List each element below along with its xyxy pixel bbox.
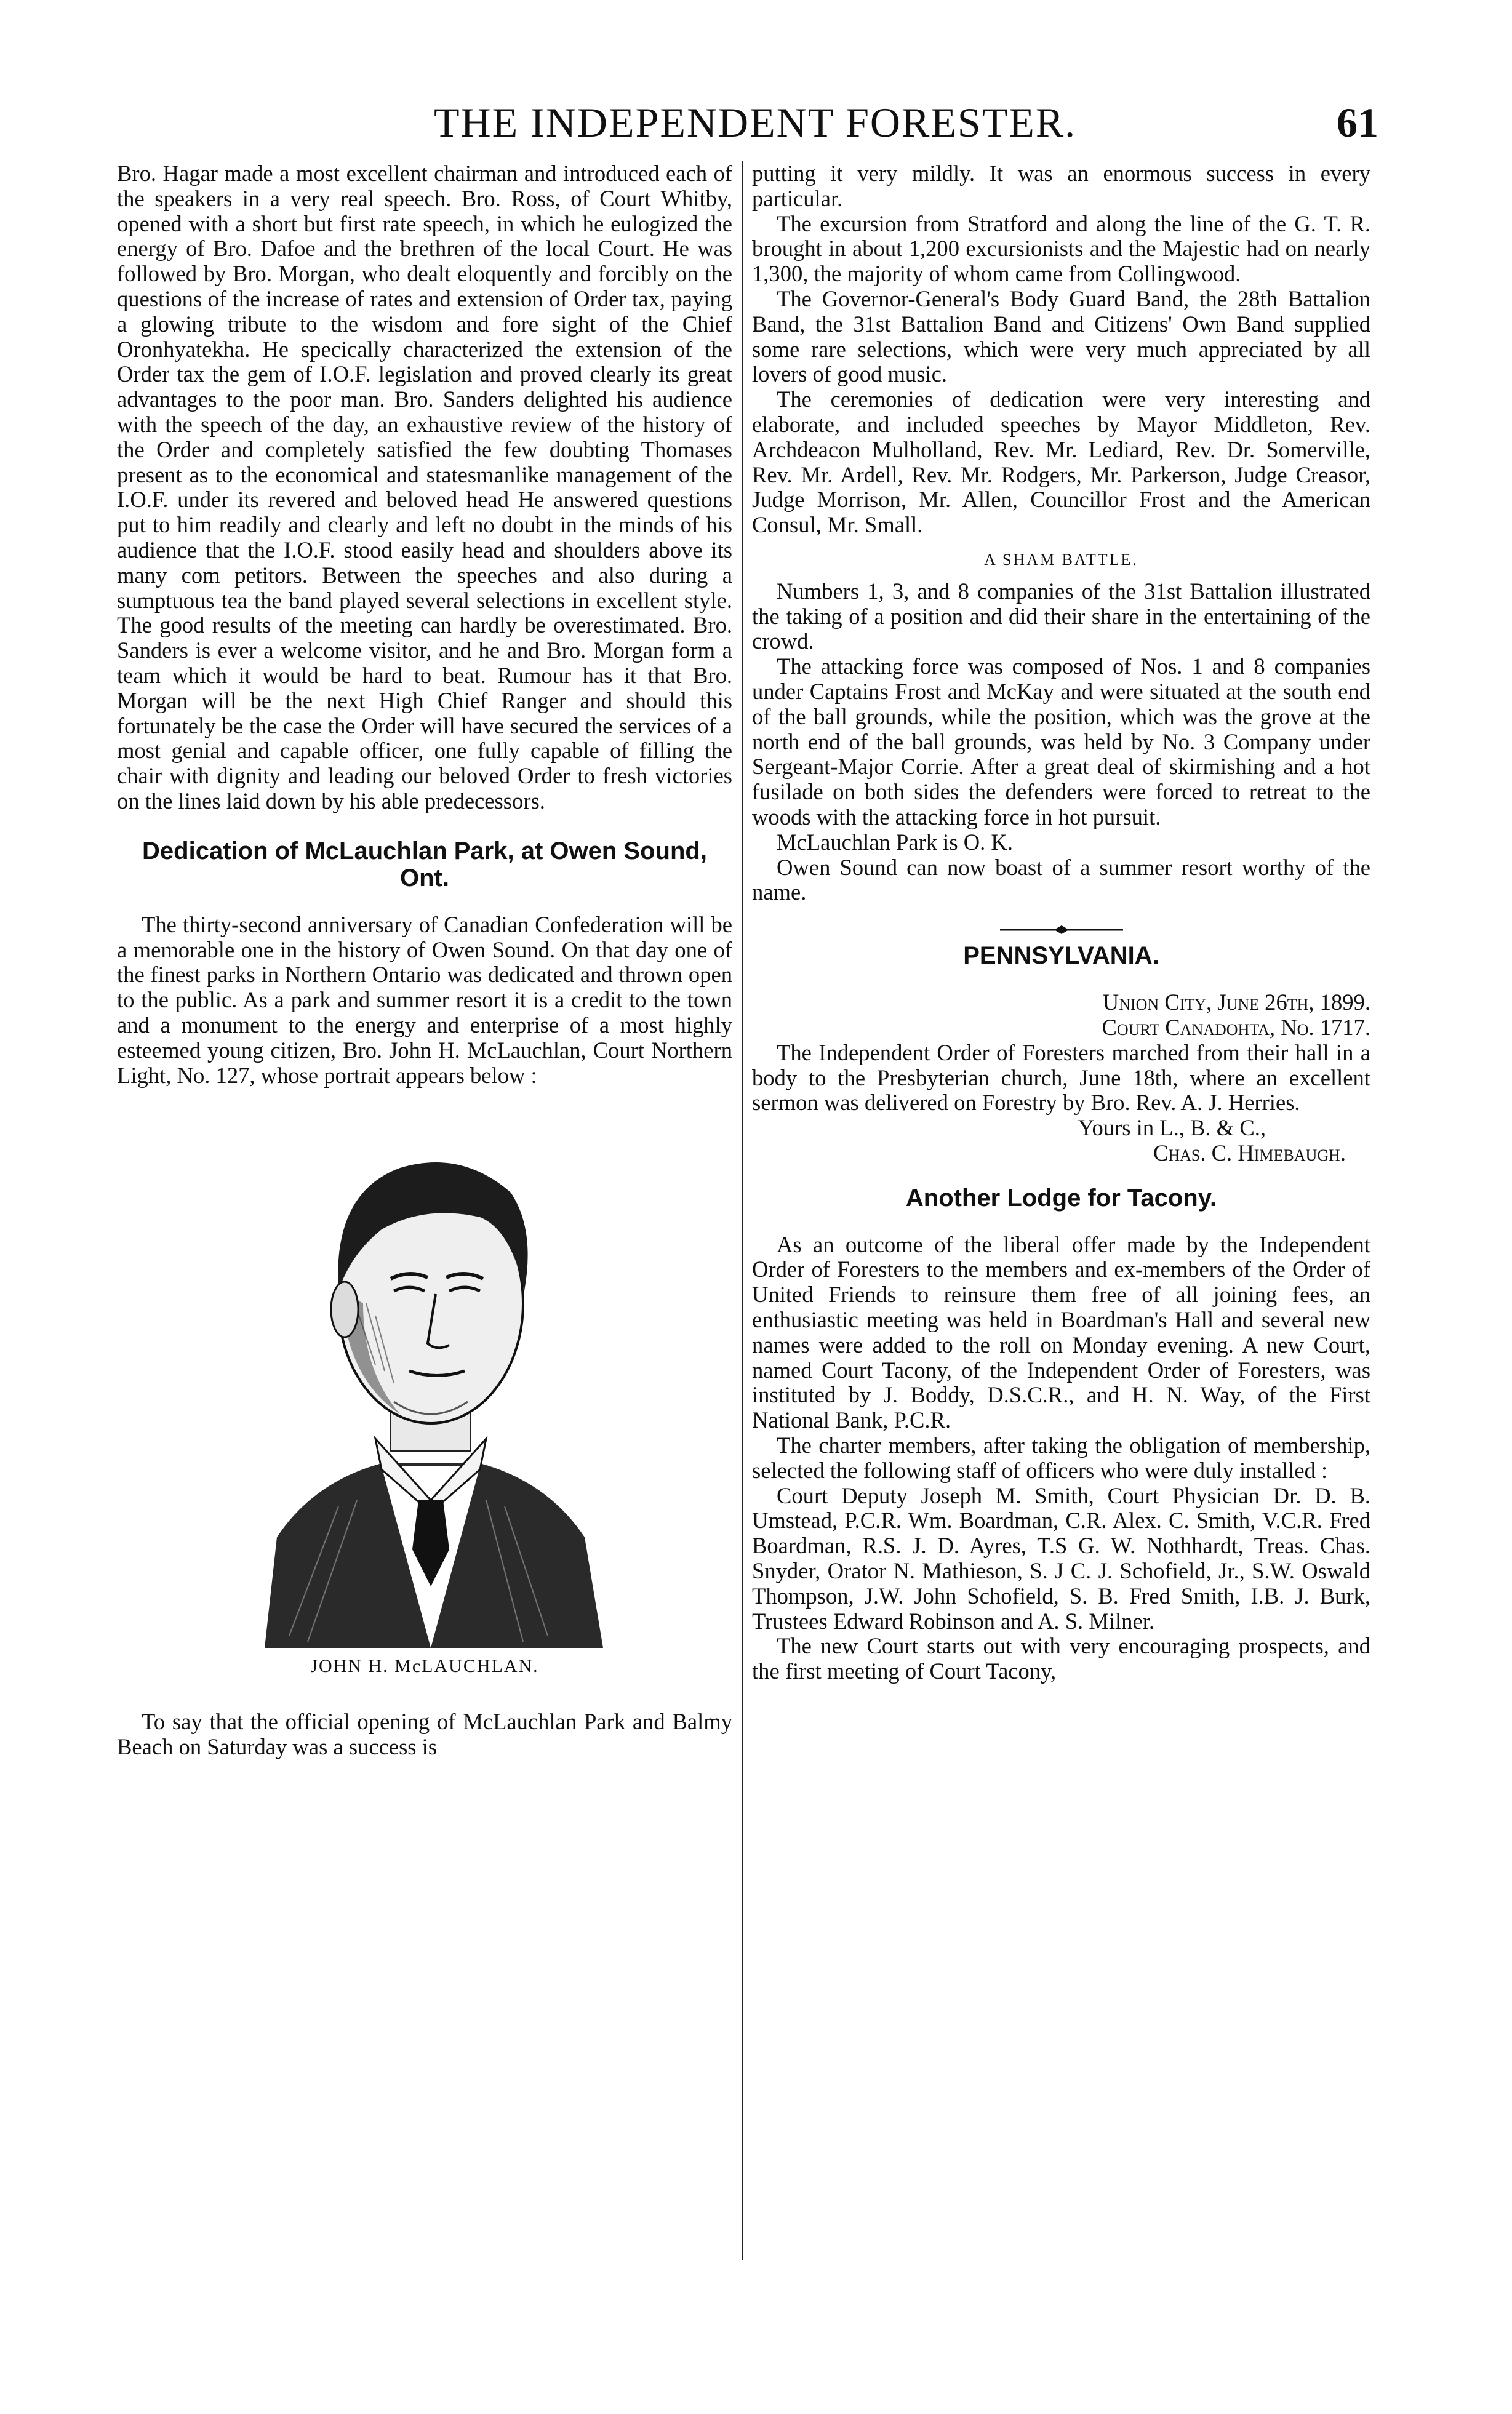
- signoff: Yours in L., B. & C.,: [1078, 1115, 1266, 1141]
- portrait-figure: [117, 1106, 732, 1709]
- article-heading: Another Lodge for Tacony.: [905, 1184, 1217, 1212]
- article-paragraph: Court Deputy Joseph M. Smith, Court Physician Dr. D. B. Umstead, P.C.R. Wm. Boardman, C.R. Alex. C. Smith, V.C.R. Fred Boardman, R.S. J. D. Ayres, T.S G. W. Nothhardt, Treas. Chas. Snyder, Orator N. Mathieson, S. J C. J. Schofield, Jr., S.W. Oswald Thompson, J.W. John Schofield, S. B. Fred Smith, I.B. J. Burk, Trustees Edward Robinson and A. S. Milner.: [752, 1482, 1370, 1634]
- article-paragraph: Owen Sound can now boast of a summer resort worthy of the name.: [752, 854, 1370, 905]
- article-paragraph: The excursion from Stratford and along the line of the G. T. R. brought in about 1,200 excursionists and the Majestic had on nearly 1,300, the majority of whom came from Collingwood.: [752, 210, 1370, 287]
- court-line: Court Canadohta, No. 1717.: [1102, 1014, 1370, 1040]
- article-paragraph: The thirty-second anniversary of Canadian Confederation will be a memorable one in the history of Owen Sound. On that day one of the finest parks in Northern Ontario was dedicated and thrown open to the public. As a park and summer resort it is a credit to the town and a monument to the energy and enterprise of a most highly esteemed young citizen, Bro. John H. McLauchlan, Court Northern Light, No. 127, whose portrait appears below :: [117, 911, 732, 1088]
- article-paragraph: The charter members, after taking the obligation of membership, selected the following staff of officers who were duly installed :: [752, 1433, 1370, 1483]
- right-column: [752, 161, 1370, 1684]
- page-header: [111, 92, 1378, 160]
- portrait-engraving: [240, 1106, 622, 1648]
- article-paragraph: The new Court starts out with very encouraging prospects, and the first meeting of Court Tacony,: [752, 1633, 1370, 1684]
- running-title: THE INDEPENDENT FORESTER.: [434, 99, 1077, 146]
- portrait-caption: JOHN H. McLAUCHLAN.: [310, 1656, 539, 1677]
- article-paragraph: The attacking force was composed of Nos. 1 and 8 companies under Captains Frost and McKay and were situated at the south end of the ball grounds, while the position, which was the grove at the north end of the ball grounds, was held by No. 3 Company under Sergeant-Major Corrie. After a great deal of skirmishing and a hot fusilade on both sides the defenders were forced to retreat to the woods with the attacking force in hot pursuit.: [752, 653, 1370, 829]
- article-heading: Dedication of McLauchlan Park, at Owen Sound, Ont.: [142, 837, 707, 892]
- article-paragraph: To say that the official opening of McLauchlan Park and Balmy Beach on Saturday was a success is: [117, 1709, 732, 1760]
- column-rule: [742, 161, 743, 2260]
- dateline: Union City, June 26th, 1899.: [1102, 989, 1370, 1015]
- article-paragraph: The ceremonies of dedication were very interesting and elaborate, and included speeches by Mayor Middleton, Rev. Archdeacon Mulholland, Rev. Mr. Lediard, Rev. Dr. Somerville, Rev. Mr. Ardell, Rev. Mr. Rodgers, Mr. Parkerson, Judge Creasor, Judge Morrison, Mr. Allen, Councillor Frost and the American Consul, Mr. Small.: [752, 386, 1370, 538]
- section-subhead: A SHAM BATTLE.: [984, 550, 1138, 569]
- signer: Chas. C. Himebaugh.: [1153, 1140, 1346, 1165]
- article-paragraph: The Governor-General's Body Guard Band, the 28th Battalion Band, the 31st Battalion Band and Citizens' Own Band supplied some rare selections, which were very much appreciated by all lovers of good music.: [752, 286, 1370, 387]
- left-column: [117, 161, 732, 1760]
- page-number: 61: [1337, 99, 1378, 146]
- article-paragraph: The Independent Order of Foresters marched from their hall in a body to the Presbyterian church, June 18th, where an excellent sermon was delivered on Forestry by Bro. Rev. A. J. Herries.: [752, 1039, 1370, 1116]
- article-paragraph: Numbers 1, 3, and 8 companies of the 31st Battalion illustrated the taking of a position and did their share in the entertaining of the crowd.: [752, 578, 1370, 654]
- article-paragraph: putting it very mildly. It was an enormous success in every particular.: [752, 161, 1370, 211]
- section-divider: [1000, 924, 1123, 936]
- section-heading: PENNSYLVANIA.: [963, 942, 1159, 970]
- article-paragraph: Bro. Hagar made a most excellent chairman and introduced each of the speakers in a very real speech. Bro. Ross, of Court Whitby, opened with a short but first rate speech, in which he eulogized the energy of Bro. Dafoe and the brethren of the local Court. He was followed by Bro. Morgan, who dealt eloquently and forcibly on the questions of the increase of rates and extension of Order tax, paying a glowing tribute to the wisdom and fore sight of the Chief Oronhyatekha. He specically characterized the extension of the Order tax the gem of I.O.F. legislation and proved clearly its great advantages to the poor man. Bro. Sanders delighted his audience with the speech of the day, an exhaustive review of the history of the Order and completely satisfied the few doubting Thomases present as to the economical and statesmanlike management of the I.O.F. under its revered and beloved head He answered questions put to him readily and clearly and left no doubt in the minds of his audience that the I.O.F. stood easily head and shoulders above its many com petitors. Between the speeches and also during a sumptuous tea the band played several selections in excellent style. The good results of the meeting can hardly be overestimated. Bro. Sanders is ever a welcome visitor, and he and Bro. Morgan form a team which it would be hard to beat. Rumour has it that Bro. Morgan will be the next High Chief Ranger and should this fortunately be the case the Order will have secured the services of a most genial and capable officer, one fully capable of filling the chair with dignity and leading our beloved Order to fresh victories on the lines laid down by his able predecessors.: [117, 161, 732, 813]
- article-paragraph: McLauchlan Park is O. K.: [777, 829, 1013, 855]
- article-paragraph: As an outcome of the liberal offer made by the Independent Order of Foresters to the members and ex-members of the Order of United Friends to reinsure them free of all joining fees, an enthusiastic meeting was held in Boardman's Hall and several new names were added to the roll on Monday evening. A new Court, named Court Tacony, of the Independent Order of Foresters, was instituted by J. Boddy, D.S.C.R., and H. N. Way, of the First National Bank, P.C.R.: [752, 1231, 1370, 1433]
